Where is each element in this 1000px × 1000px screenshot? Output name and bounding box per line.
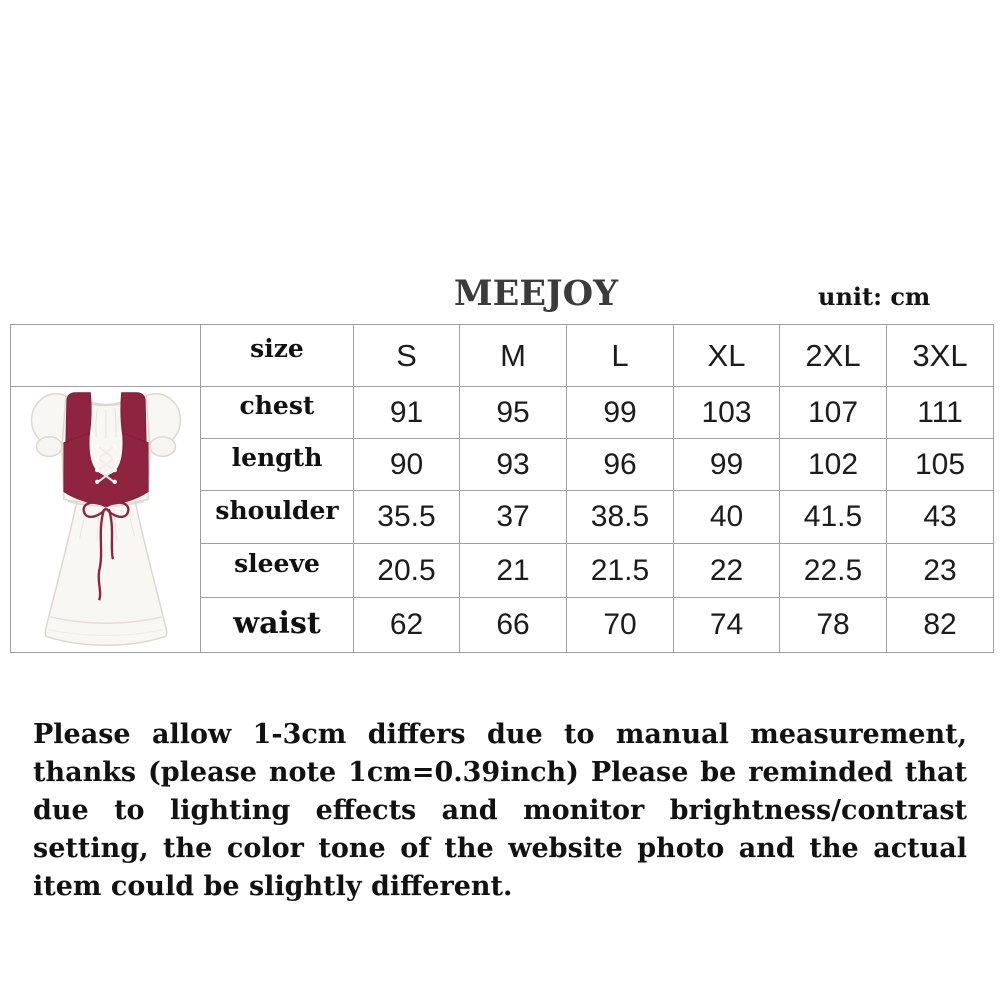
waist-value-2xl: 78 xyxy=(780,598,887,653)
row-label-text: sleeve xyxy=(234,549,320,578)
chest-value-s: 91 xyxy=(354,387,460,439)
length-value-2xl: 102 xyxy=(780,439,887,491)
corner-size-label xyxy=(201,325,354,387)
row-label-text: shoulder xyxy=(215,495,339,525)
shoulder-value-l: 38.5 xyxy=(567,491,674,544)
unit-label: unit: cm xyxy=(818,282,931,311)
row-label-waist xyxy=(201,598,354,653)
length-value-l: 96 xyxy=(567,439,674,491)
size-column-header-xl: XL xyxy=(674,325,780,387)
size-table xyxy=(10,324,994,653)
length-value-m: 93 xyxy=(460,439,567,491)
chest-value-2xl: 107 xyxy=(780,387,887,439)
table-header-row xyxy=(11,325,994,387)
shoulder-value-2xl: 41.5 xyxy=(780,491,887,544)
size-column-header-s: S xyxy=(354,325,460,387)
shoulder-value-3xl: 43 xyxy=(887,491,994,544)
waist-value-s: 62 xyxy=(354,598,460,653)
size-column-header-2xl: 2XL xyxy=(780,325,887,387)
chest-value-3xl: 111 xyxy=(887,387,994,439)
size-column-header-m: M xyxy=(460,325,567,387)
sleeve-value-2xl: 22.5 xyxy=(780,544,887,598)
length-value-3xl: 105 xyxy=(887,439,994,491)
chest-value-l: 99 xyxy=(567,387,674,439)
length-value-xl: 99 xyxy=(674,439,780,491)
row-label-chest xyxy=(201,387,354,439)
product-photo-cell xyxy=(11,387,201,653)
size-label-text: size xyxy=(250,334,304,363)
chest-value-m: 95 xyxy=(460,387,567,439)
shoulder-value-s: 35.5 xyxy=(354,491,460,544)
dress-skirt xyxy=(45,497,166,645)
chest-value-xl: 103 xyxy=(674,387,780,439)
sleeve-value-m: 21 xyxy=(460,544,567,598)
sleeve-value-3xl: 23 xyxy=(887,544,994,598)
row-label-text: waist xyxy=(233,605,321,641)
waist-value-3xl: 82 xyxy=(887,598,994,653)
shoulder-value-xl: 40 xyxy=(674,491,780,544)
sleeve-value-l: 21.5 xyxy=(567,544,674,598)
table-row-chest xyxy=(11,387,994,439)
row-label-shoulder xyxy=(201,491,354,544)
waist-value-l: 70 xyxy=(567,598,674,653)
sleeve-value-s: 20.5 xyxy=(354,544,460,598)
row-label-text: chest xyxy=(239,391,315,420)
empty-corner-cell xyxy=(11,325,201,387)
brand-title: MEEJOY xyxy=(453,273,619,314)
row-label-text: length xyxy=(231,443,323,472)
size-column-header-3xl: 3XL xyxy=(887,325,994,387)
waist-value-xl: 74 xyxy=(674,598,780,653)
size-column-header-l: L xyxy=(567,325,674,387)
row-label-length xyxy=(201,439,354,491)
shoulder-value-m: 37 xyxy=(460,491,567,544)
row-label-sleeve xyxy=(201,544,354,598)
waist-value-m: 66 xyxy=(460,598,567,653)
sleeve-value-xl: 22 xyxy=(674,544,780,598)
dress-photo xyxy=(13,389,199,650)
measurement-disclaimer: Please allow 1-3cm differs due to manual measurement, thanks (please note 1cm=0.39inch) Please be reminded that due to lighting effects and monitor brightness/contrast setting, the color tone of the website photo and the actual item could be slightly different. xyxy=(33,719,967,902)
length-value-s: 90 xyxy=(354,439,460,491)
